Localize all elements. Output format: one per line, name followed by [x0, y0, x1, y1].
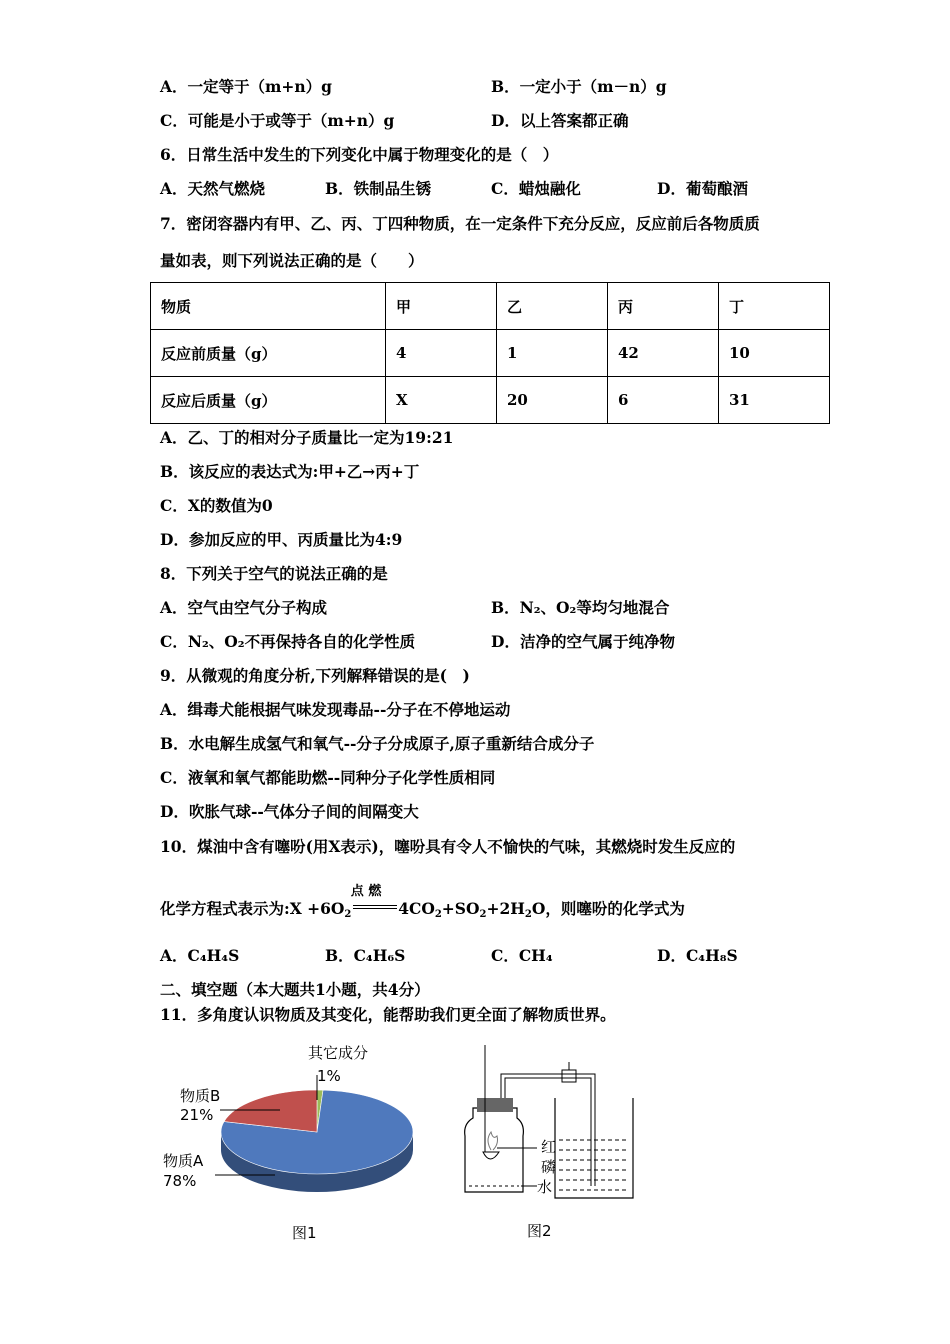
q6-option-a: A．天然气燃烧 — [160, 179, 266, 198]
table-cell: 20 — [497, 377, 608, 424]
flame-icon — [488, 1132, 498, 1150]
q6-option-c: C．蜡烛融化 — [491, 179, 581, 198]
beaker-outline — [555, 1098, 633, 1198]
table-cell: 丙 — [608, 283, 719, 330]
q8-option-d: D．洁净的空气属于纯净物 — [491, 632, 675, 651]
q5-option-a: A．一定等于（m+n）g — [160, 77, 333, 96]
table-header-row — [151, 283, 830, 330]
figure-2-apparatus — [455, 1040, 645, 1245]
products: 4CO — [398, 899, 435, 918]
clamp-icon — [562, 1070, 576, 1082]
label-water: 水 — [537, 1178, 553, 1196]
q5-option-c: C．可能是小于或等于（m+n）g — [160, 111, 395, 130]
q9-option-b: B．水电解生成氢气和氧气--分子分成原子,原子重新结合成分子 — [160, 734, 595, 753]
q9-option-c: C．液氧和氧气都能助燃--同种分子化学性质相同 — [160, 768, 496, 787]
pie-chart-group — [221, 1090, 413, 1192]
table-cell: 物质 — [151, 283, 386, 330]
table-cell: 反应后质量（g） — [151, 377, 386, 424]
figure-2-caption: 图2 — [527, 1222, 552, 1240]
label-b-pct: 21% — [180, 1106, 214, 1124]
q5-option-b: B．一定小于（m－n）g — [491, 77, 667, 96]
label-other-pct: 1% — [317, 1067, 341, 1085]
q7-option-a: A．乙、丁的相对分子质量比一定为19:21 — [160, 428, 454, 447]
bottle-outline — [465, 1108, 524, 1192]
figure-1-pie-chart — [155, 1040, 435, 1245]
table-cell: 1 — [497, 330, 608, 377]
q6-option-b: B．铁制品生锈 — [325, 179, 432, 198]
q10-option-b: B．C₄H₆S — [325, 946, 406, 965]
label-other: 其它成分 — [308, 1044, 369, 1062]
table-cell: 31 — [719, 377, 830, 424]
products: O，则噻吩的化学式为 — [531, 899, 685, 918]
beaker-water — [559, 1140, 629, 1190]
table-cell: 乙 — [497, 283, 608, 330]
table-cell: 反应前质量（g） — [151, 330, 386, 377]
q6-stem: 6．日常生活中发生的下列变化中属于物理变化的是（ ） — [160, 145, 559, 164]
condition-text: 点 燃 — [350, 884, 382, 899]
table-cell: 丁 — [719, 283, 830, 330]
q10-option-d: D．C₄H₈S — [657, 946, 738, 965]
q8-option-a: A．空气由空气分子构成 — [160, 598, 328, 617]
table-row — [151, 330, 830, 377]
q6-option-d: D．葡萄酿酒 — [657, 179, 748, 198]
table-row — [151, 377, 830, 424]
q9-stem: 9．从微观的角度分析,下列解释错误的是( ) — [160, 666, 470, 685]
combustion-spoon — [483, 1152, 499, 1159]
q8-stem: 8．下列关于空气的说法正确的是 — [160, 564, 388, 583]
section-heading: 二、填空题（本大题共1小题，共4分） — [160, 980, 430, 999]
table-cell: 4 — [386, 330, 497, 377]
q10-stem-line1: 10．煤油中含有噻吩(用X表示)，噻吩具有令人不愉快的气味，其燃烧时发生反应的 — [160, 837, 736, 856]
q8-option-b: B．N₂、O₂等均匀地混合 — [491, 598, 670, 617]
label-a-pct: 78% — [163, 1172, 197, 1190]
equals-sign — [353, 905, 397, 909]
table-cell: 甲 — [386, 283, 497, 330]
q7-option-d: D．参加反应的甲、丙质量比为4:9 — [160, 530, 403, 549]
bottle-stopper — [477, 1098, 513, 1112]
table-cell: X — [386, 377, 497, 424]
mass-table — [150, 282, 830, 424]
q9-option-a: A．缉毒犬能根据气味发现毒品--分子在不停地运动 — [160, 700, 511, 719]
q9-option-d: D．吹胀气球--气体分子间的间隔变大 — [160, 802, 419, 821]
q10-option-c: C．CH₄ — [491, 946, 553, 965]
products: +SO — [441, 899, 480, 918]
label-phosphorus: 磷 — [541, 1158, 557, 1176]
q11-stem: 11．多角度认识物质及其变化，能帮助我们更全面了解物质世界。 — [160, 1005, 616, 1024]
subscript: 2 — [344, 909, 352, 920]
q7-stem-line2: 量如表，则下列说法正确的是（ ） — [160, 251, 424, 270]
q8-option-c: C．N₂、O₂不再保持各自的化学性质 — [160, 632, 416, 651]
equation-prefix: 化学方程式表示为:X +6O — [160, 899, 345, 918]
subscript: 2 — [434, 909, 442, 920]
figure-1-caption: 图1 — [292, 1224, 317, 1242]
subscript: 2 — [524, 909, 532, 920]
table-cell: 10 — [719, 330, 830, 377]
table-cell: 6 — [608, 377, 719, 424]
q7-option-c: C．X的数值为0 — [160, 496, 273, 515]
label-red: 红 — [541, 1138, 557, 1156]
subscript: 2 — [479, 909, 487, 920]
q7-option-b: B．该反应的表达式为:甲+乙→丙+丁 — [160, 462, 420, 481]
q5-option-d: D．以上答案都正确 — [491, 111, 629, 130]
reaction-condition — [350, 884, 393, 919]
q7-stem-line1: 7．密闭容器内有甲、乙、丙、丁四种物质，在一定条件下充分反应，反应前后各物质质 — [160, 214, 760, 233]
products: +2H — [486, 899, 525, 918]
label-b: 物质B — [180, 1087, 221, 1105]
label-a: 物质A — [163, 1152, 204, 1170]
q10-equation — [160, 884, 685, 925]
table-cell: 42 — [608, 330, 719, 377]
q10-option-a: A．C₄H₄S — [160, 946, 240, 965]
